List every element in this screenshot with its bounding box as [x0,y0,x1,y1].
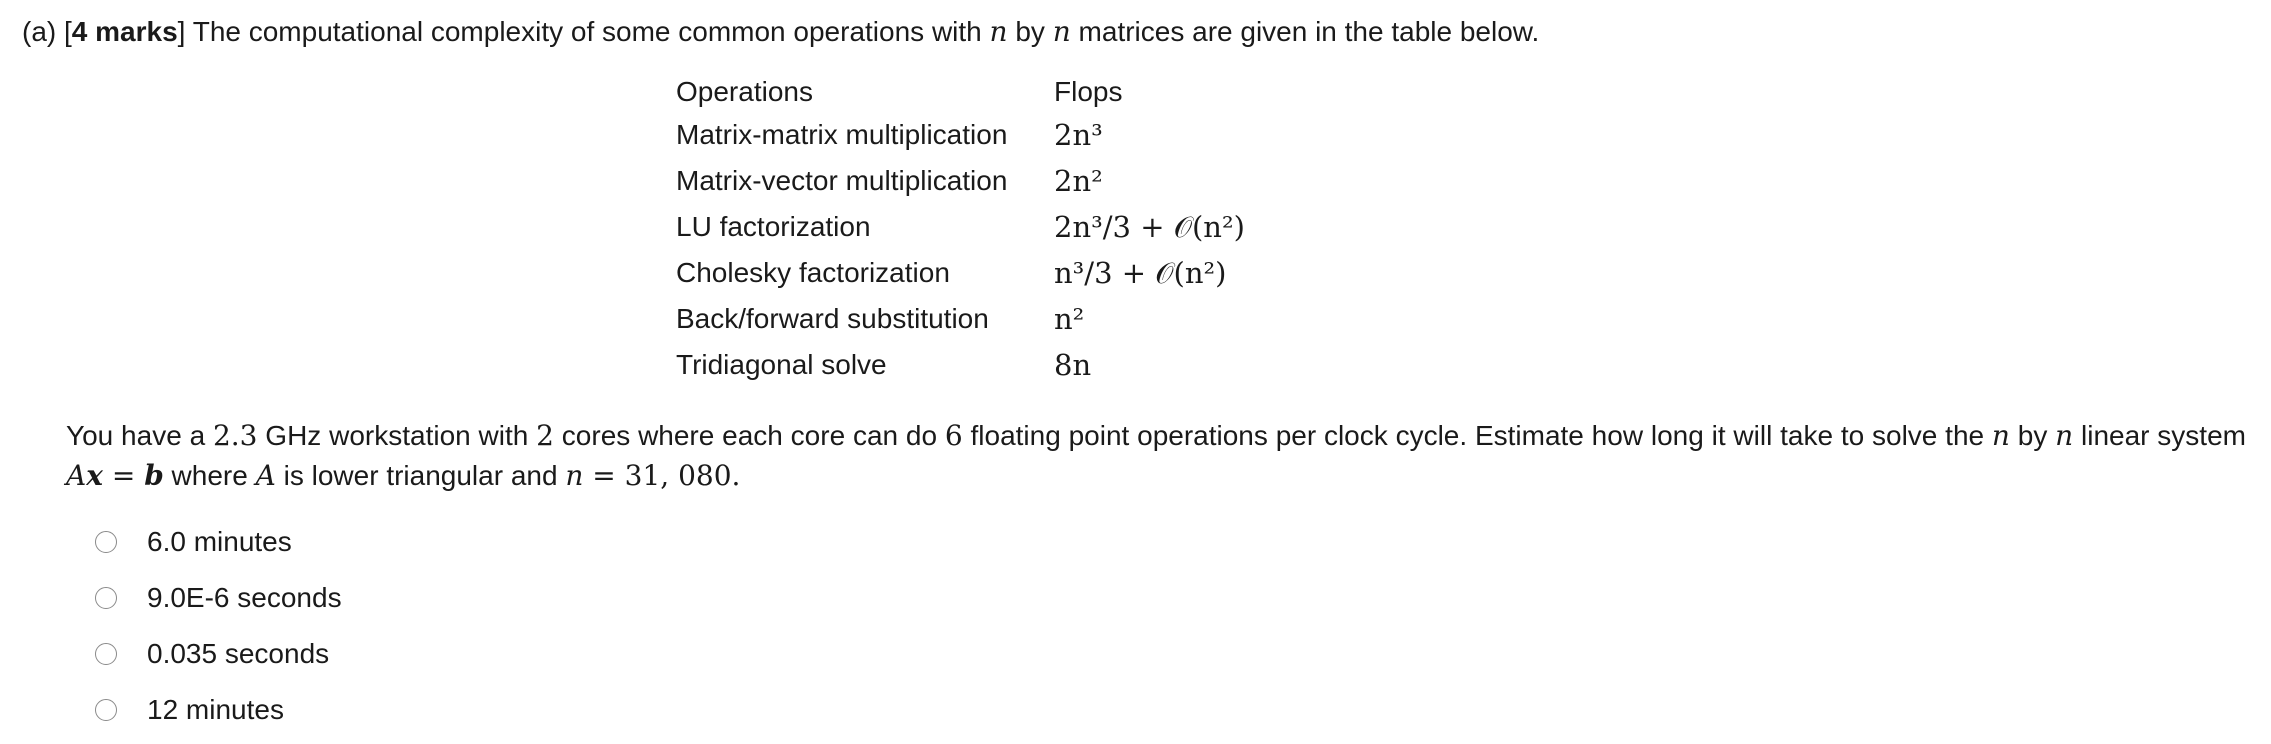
flops-value: n² [1054,302,1085,336]
math-vector-x: x [86,459,103,492]
radio-button[interactable] [95,643,117,665]
math-vector-b: b [144,459,164,492]
question-header [22,14,1539,50]
operation-cell: Matrix-vector multiplication [676,165,1008,196]
flops-value: 2n² [1054,164,1103,198]
header-operations: Operations [676,76,813,107]
math-n: n [2055,419,2074,452]
problem-text: linear system [2073,420,2246,451]
option-label[interactable]: 9.0E-6 seconds [147,582,342,613]
table-header-row [676,72,1245,112]
table-row [676,250,1245,296]
problem-text: is lower triangular and [275,460,566,491]
problem-statement [66,416,2246,496]
answer-option[interactable] [95,626,342,682]
radio-button[interactable] [95,699,117,721]
answer-options [95,514,342,738]
core-count-value: 2 [536,419,554,452]
complexity-table [676,72,1245,388]
table-row [676,296,1245,342]
question-intro-text: ] The computational complexity of some common operations with [177,16,990,47]
marks-label: 4 marks [71,16,178,47]
math-n: n [1991,419,2010,452]
math-equals: = [102,459,145,492]
operation-cell: Tridiagonal solve [676,349,887,380]
math-n: n [989,15,1008,48]
operation-cell: Matrix-matrix multiplication [676,119,1008,150]
period: . [731,459,741,492]
problem-text: You have a [66,420,213,451]
option-label[interactable]: 0.035 seconds [147,638,330,669]
math-n: n [1052,15,1071,48]
math-matrix-a: A [66,459,87,492]
math-matrix-a: A [255,459,276,492]
question-intro-text: by [1007,16,1053,47]
problem-text: by [2009,420,2056,451]
table-row [676,158,1245,204]
flops-cell [1054,204,1245,250]
option-label[interactable]: 6.0 minutes [147,526,292,557]
problem-line-1 [66,416,2246,456]
flops-value: 8n [1054,348,1092,382]
math-n: n [565,459,584,492]
radio-button[interactable] [95,531,117,553]
math-equals: = [583,459,625,492]
n-value: 31, 080 [624,459,732,492]
flops-value: 2n³/3 + 𝒪(n²) [1054,209,1245,244]
operation-cell: LU factorization [676,211,871,242]
radio-button[interactable] [95,587,117,609]
operation-cell: Back/forward substitution [676,303,989,334]
flops-cell [1054,296,1245,342]
operation-cell: Cholesky factorization [676,257,950,288]
table-row [676,204,1245,250]
flops-per-cycle-value: 6 [944,419,963,452]
question-intro-text: matrices are given in the table below. [1070,16,1540,47]
problem-line-2 [66,460,740,491]
flops-cell [1054,342,1245,388]
flops-cell [1054,112,1245,158]
flops-cell [1054,158,1245,204]
option-label[interactable]: 12 minutes [147,694,284,725]
flops-value: n³/3 + 𝒪(n²) [1054,255,1227,290]
answer-option[interactable] [95,514,342,570]
answer-option[interactable] [95,682,342,738]
flops-cell [1054,250,1245,296]
clock-speed-value: 2.3 [212,419,258,452]
problem-text: floating point operations per clock cycle. Estimate how long it will take to solve the [962,420,1992,451]
problem-text: where [163,460,256,491]
table-row [676,342,1245,388]
flops-value: 2n³ [1054,118,1103,152]
problem-text: cores where each core can do [553,420,945,451]
problem-text: GHz workstation with [257,420,537,451]
question-prefix: (a) [ [22,16,72,47]
table-row [676,112,1245,158]
header-flops: Flops [1054,76,1123,107]
answer-option[interactable] [95,570,342,626]
